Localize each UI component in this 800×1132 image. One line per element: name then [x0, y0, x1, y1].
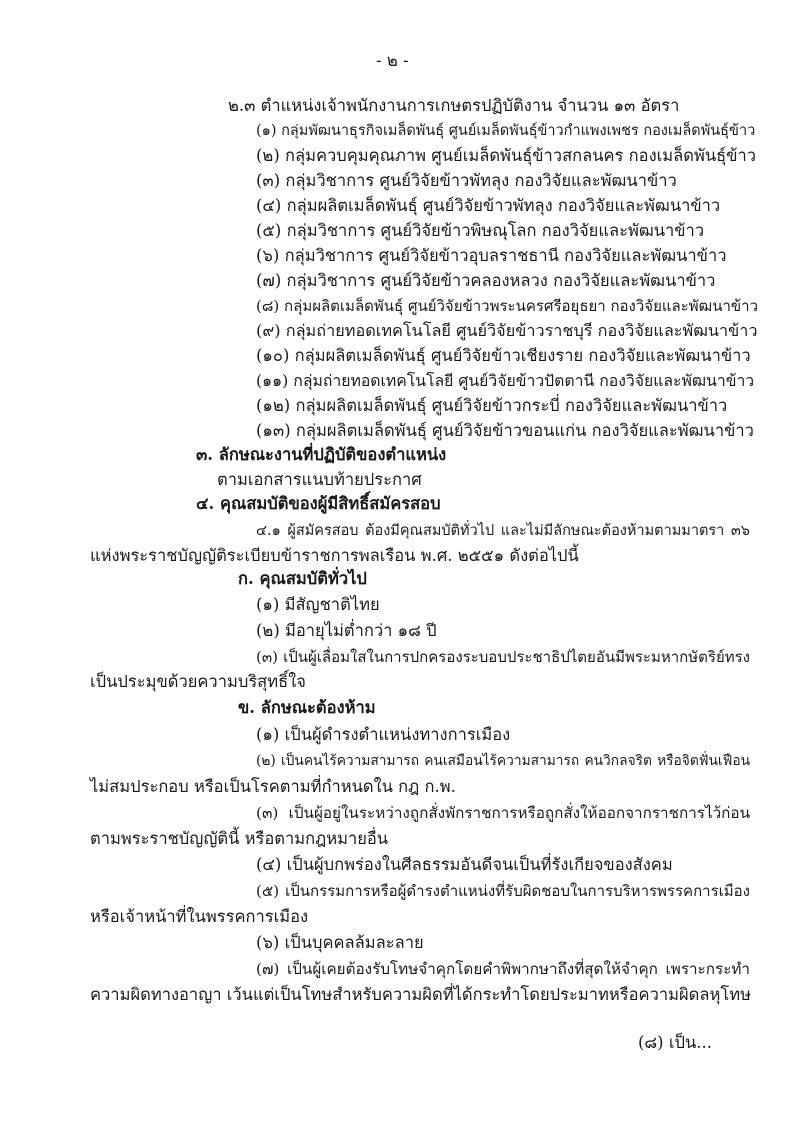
prohibited-item-2-line2: ไม่สมประกอบ หรือเป็นโรคตามที่กำหนดใน กฎ ก.พ.: [90, 777, 456, 796]
prohibited-item-7-line1: (๗) เป็นผู้เคยต้องรับโทษจำคุกโดยคำพิพากษาถึงที่สุดให้จำคุก เพราะกระทำ: [256, 960, 750, 978]
prohibited-item-3-line2: ตามพระราชบัญญัตินี้ หรือตามกฎหมายอื่น: [90, 829, 389, 848]
list-item: (๑๑) กลุ่มถ่ายทอดเทคโนโลยี ศูนย์วิจัยข้าวปัตตานี กองวิจัยและพัฒนาข้าว: [256, 371, 755, 390]
prohibited-item-3-line1: (๓) เป็นผู้อยู่ในระหว่างถูกสั่งพักราชการหรือถูกสั่งให้ออกจากราชการไว้ก่อน: [256, 804, 750, 822]
prohibited-item-4: (๔) เป็นผู้บกพร่องในศีลธรรมอันดีจนเป็นที่รังเกียจของสังคม: [256, 855, 673, 874]
prohibited-item-6: (๖) เป็นบุคคลล้มละลาย: [256, 933, 424, 952]
list-item: (๑) กลุ่มพัฒนาธุรกิจเมล็ดพันธุ์ ศูนย์เมล็ดพันธุ์ข้าวกำแพงเพชร กองเมล็ดพันธุ์ข้าว: [256, 123, 756, 139]
section-3-heading: ๓. ลักษณะงานที่ปฏิบัติของตำแหน่ง: [196, 445, 447, 464]
list-item: (๑๐) กลุ่มผลิตเมล็ดพันธุ์ ศูนย์วิจัยข้าวเชียงราย กองวิจัยและพัฒนาข้าว: [256, 346, 751, 365]
section-3-body: ตามเอกสารแนบท้ายประกาศ: [217, 470, 422, 489]
list-item: (๒) กลุ่มควบคุมคุณภาพ ศูนย์เมล็ดพันธุ์ข้าวสกลนคร กองเมล็ดพันธุ์ข้าว: [256, 146, 757, 165]
general-item-3-line1: (๓) เป็นผู้เลื่อมใสในการปกครองระบอบประชาธิปไตยอันมีพระมหากษัตริย์ทรง: [256, 648, 750, 666]
list-item: (๖) กลุ่มวิชาการ ศูนย์วิจัยข้าวอุบลราชธานี กองวิจัยและพัฒนาข้าว: [256, 246, 727, 265]
list-item: (๔) กลุ่มผลิตเมล็ดพันธุ์ ศูนย์วิจัยข้าวพัทลุง กองวิจัยและพัฒนาข้าว: [256, 196, 721, 215]
general-item-3-line2: เป็นประมุขด้วยความบริสุทธิ์ใจ: [90, 672, 306, 691]
general-item-2: (๒) มีอายุไม่ต่ำกว่า ๑๘ ปี: [256, 621, 437, 640]
prohibited-item-7-line2: ความผิดทางอาญา เว้นแต่เป็นโทษสำหรับความผิดที่ได้กระทำโดยประมาทหรือความผิดลหุโทษ: [90, 985, 751, 1004]
general-qualifications-heading: ก. คุณสมบัติทั่วไป: [238, 569, 367, 588]
page-number: - ๒ -: [376, 51, 409, 70]
section-4-heading: ๔. คุณสมบัติของผู้มีสิทธิ์สมัครสอบ: [196, 494, 441, 513]
list-item: (๑๒) กลุ่มผลิตเมล็ดพันธุ์ ศูนย์วิจัยข้าวกระบี่ กองวิจัยและพัฒนาข้าว: [256, 396, 728, 415]
list-item: (๗) กลุ่มวิชาการ ศูนย์วิจัยข้าวคลองหลวง กองวิจัยและพัฒนาข้าว: [256, 271, 716, 290]
prohibited-item-1: (๑) เป็นผู้ดำรงตำแหน่งทางการเมือง: [256, 725, 511, 744]
section-4-1-line2: แห่งพระราชบัญญัติระเบียบข้าราชการพลเรือน พ.ศ. ๒๕๕๑ ดังต่อไปนี้: [90, 546, 579, 565]
section-4-1-line1: ๔.๑ ผู้สมัครสอบ ต้องมีคุณสมบัติทั่วไป และไม่มีลักษณะต้องห้ามตามมาตรา ๓๖: [256, 523, 750, 539]
list-item: (๑๓) กลุ่มผลิตเมล็ดพันธุ์ ศูนย์วิจัยข้าวขอนแก่น กองวิจัยและพัฒนาข้าว: [256, 421, 754, 440]
section-2-3-heading: ๒.๓ ตำแหน่งเจ้าพนักงานการเกษตรปฏิบัติงาน จำนวน ๑๓ อัตรา: [228, 96, 680, 115]
prohibited-item-2-line1: (๒) เป็นคนไร้ความสามารถ คนเสมือนไร้ความสามารถ คนวิกลจริต หรือจิตฟั่นเฟือน: [256, 753, 750, 769]
list-item: (๓) กลุ่มวิชาการ ศูนย์วิจัยข้าวพัทลุง กองวิจัยและพัฒนาข้าว: [256, 171, 677, 190]
prohibited-heading: ข. ลักษณะต้องห้าม: [238, 698, 376, 717]
prohibited-item-5-line2: หรือเจ้าหน้าที่ในพรรคการเมือง: [90, 907, 309, 926]
prohibited-item-5-line1: (๕) เป็นกรรมการหรือผู้ดำรงตำแหน่งที่รับผิดชอบในการบริหารพรรคการเมือง: [256, 882, 750, 900]
general-item-1: (๑) มีสัญชาติไทย: [256, 595, 380, 614]
list-item: (๕) กลุ่มวิชาการ ศูนย์วิจัยข้าวพิษณุโลก กองวิจัยและพัฒนาข้าว: [256, 221, 705, 240]
page-continuation: (๘) เป็น...: [638, 1033, 712, 1052]
list-item: (๙) กลุ่มถ่ายทอดเทคโนโลยี ศูนย์วิจัยข้าวราชบุรี กองวิจัยและพัฒนาข้าว: [256, 321, 758, 340]
list-item: (๘) กลุ่มผลิตเมล็ดพันธุ์ ศูนย์วิจัยข้าวพระนครศรีอยุธยา กองวิจัยและพัฒนาข้าว: [256, 297, 759, 315]
